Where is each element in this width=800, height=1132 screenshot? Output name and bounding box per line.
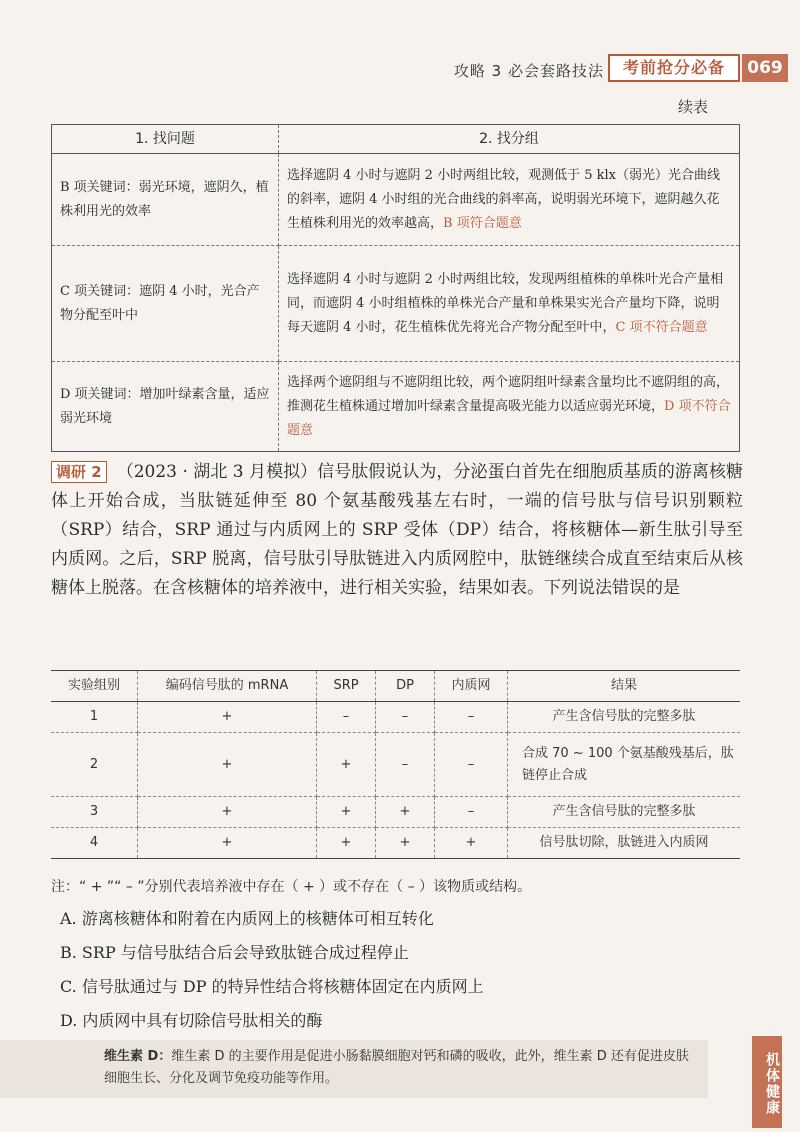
exp-cell-srp: + bbox=[317, 733, 376, 797]
question-tag: 调研 2 bbox=[51, 461, 107, 483]
exp-cell-dp: – bbox=[376, 733, 435, 797]
tip-term: 维生素 D： bbox=[104, 1049, 172, 1064]
exp-cell-er: + bbox=[435, 828, 508, 859]
table-row bbox=[51, 828, 740, 859]
exp-cell-group: 2 bbox=[51, 733, 138, 797]
exp-cell-srp: – bbox=[317, 702, 376, 733]
page-header bbox=[0, 54, 800, 84]
continued-label: 续表 bbox=[677, 98, 708, 116]
option-b: B. SRP 与信号肽结合后会导致肽链合成过程停止 bbox=[60, 943, 409, 962]
exp-cell-er: – bbox=[435, 702, 508, 733]
table-note: 注：“ + ”“ – ”分别代表培养液中存在（ + ）或不存在（ – ）该物质或结构。 bbox=[51, 879, 532, 895]
table-row bbox=[51, 702, 740, 733]
analysis-question: C 项关键词：遮阴 4 小时，光合产物分配至叶中 bbox=[52, 246, 279, 362]
tip-body: 维生素 D 的主要作用是促进小肠黏膜细胞对钙和磷的吸收，此外，维生素 D 还有促进皮肤细胞生长、分化及调节免疫功能等作用。 bbox=[104, 1049, 689, 1086]
exp-cell-dp: + bbox=[376, 797, 435, 828]
table-row bbox=[51, 733, 740, 797]
exp-header-group: 实验组别 bbox=[51, 671, 138, 702]
option-c: C. 信号肽通过与 DP 的特异性结合将核糖体固定在内质网上 bbox=[60, 977, 484, 996]
exp-cell-result: 信号肽切除，肽链进入内质网 bbox=[508, 828, 741, 859]
side-tab: 机体健康 bbox=[752, 1036, 782, 1128]
option-a: A. 游离核糖体和附着在内质网上的核糖体可相互转化 bbox=[60, 909, 434, 928]
table-row bbox=[52, 154, 740, 246]
exp-cell-mrna: + bbox=[138, 797, 317, 828]
tip-text bbox=[104, 1046, 700, 1090]
header-badge: 考前抢分必备 bbox=[608, 54, 740, 82]
exp-cell-group: 4 bbox=[51, 828, 138, 859]
exp-cell-dp: + bbox=[376, 828, 435, 859]
exp-header-mrna: 编码信号肽的 mRNA bbox=[138, 671, 317, 702]
answer-verdict: B 项符合题意 bbox=[443, 215, 522, 231]
table-row bbox=[52, 362, 740, 452]
exp-cell-srp: + bbox=[317, 828, 376, 859]
exp-header-result: 结果 bbox=[508, 671, 741, 702]
analysis-answer bbox=[279, 154, 740, 246]
option-d: D. 内质网中具有切除信号肽相关的酶 bbox=[60, 1011, 323, 1030]
exp-cell-mrna: + bbox=[138, 702, 317, 733]
table-row bbox=[52, 246, 740, 362]
exp-cell-dp: – bbox=[376, 702, 435, 733]
exp-cell-group: 1 bbox=[51, 702, 138, 733]
exp-cell-group: 3 bbox=[51, 797, 138, 828]
knowledge-tip bbox=[0, 1040, 708, 1098]
table-row bbox=[51, 797, 740, 828]
exp-header-dp: DP bbox=[376, 671, 435, 702]
exp-header-er: 内质网 bbox=[435, 671, 508, 702]
analysis-question: D 项关键词：增加叶绿素含量，适应弱光环境 bbox=[52, 362, 279, 452]
exp-cell-result: 产生含信号肽的完整多肽 bbox=[508, 797, 741, 828]
analysis-table bbox=[51, 124, 740, 452]
answer-options bbox=[60, 902, 740, 1038]
analysis-answer bbox=[279, 246, 740, 362]
analysis-question: B 项关键词：弱光环境，遮阴久，植株利用光的效率 bbox=[52, 154, 279, 246]
exp-cell-mrna: + bbox=[138, 733, 317, 797]
experiment-table bbox=[51, 670, 740, 859]
exp-cell-mrna: + bbox=[138, 828, 317, 859]
exp-cell-srp: + bbox=[317, 797, 376, 828]
question-text: （2023 · 湖北 3 月模拟）信号肽假说认为，分泌蛋白首先在细胞质基质的游离核糖体上开始合成，当肽链延伸至 80 个氨基酸残基左右时，一端的信号肽与信号识别颗粒（SRP）结合，SRP 通过与内质网上的 SRP 受体（DP）结合，将核糖体—新生肽引导至内质网。之后，SRP 脱离，信号肽引导肽链进入内质网腔中，肽链继续合成直至结束后从核糖体上脱落。在含核糖体的培养液中，进行相关实验，结果如表。下列说法错误的是 bbox=[51, 462, 743, 598]
answer-verdict: D 项不符合题意 bbox=[287, 398, 731, 438]
page-number: 069 bbox=[742, 54, 788, 82]
exp-cell-result: 产生含信号肽的完整多肽 bbox=[508, 702, 741, 733]
answer-text: 选择遮阴 4 小时与遮阴 2 小时两组比较，观测低于 5 klx（弱光）光合曲线的斜率，遮阴 4 小时组的光合曲线的斜率高，说明弱光环境下，遮阴越久花生植株利用光的效率越高， bbox=[287, 167, 720, 231]
exp-cell-result: 合成 70 ~ 100 个氨基酸残基后，肽链停止合成 bbox=[508, 733, 741, 797]
question-paragraph bbox=[51, 458, 743, 603]
answer-text: 选择遮阴 4 小时与遮阴 2 小时两组比较，发现两组植株的单株叶光合产量相同，而遮阴 4 小时组植株的单株光合产量和单株果实光合产量均下降，说明每天遮阴 4 小时，花生植株优先将光合产物分配至叶中， bbox=[287, 271, 724, 335]
exp-header-srp: SRP bbox=[317, 671, 376, 702]
analysis-header-1: 1. 找问题 bbox=[52, 125, 279, 154]
answer-text: 选择两个遮阴组与不遮阴组比较，两个遮阴组叶绿素含量均比不遮阴组的高，推测花生植株通过增加叶绿素含量提高吸光能力以适应弱光环境， bbox=[287, 374, 730, 414]
header-guide: 攻略 3 必会套路技法 bbox=[453, 62, 604, 80]
analysis-header-2: 2. 找分组 bbox=[279, 125, 740, 154]
exp-cell-er: – bbox=[435, 797, 508, 828]
answer-verdict: C 项不符合题意 bbox=[615, 319, 708, 335]
exp-cell-er: – bbox=[435, 733, 508, 797]
analysis-answer bbox=[279, 362, 740, 452]
